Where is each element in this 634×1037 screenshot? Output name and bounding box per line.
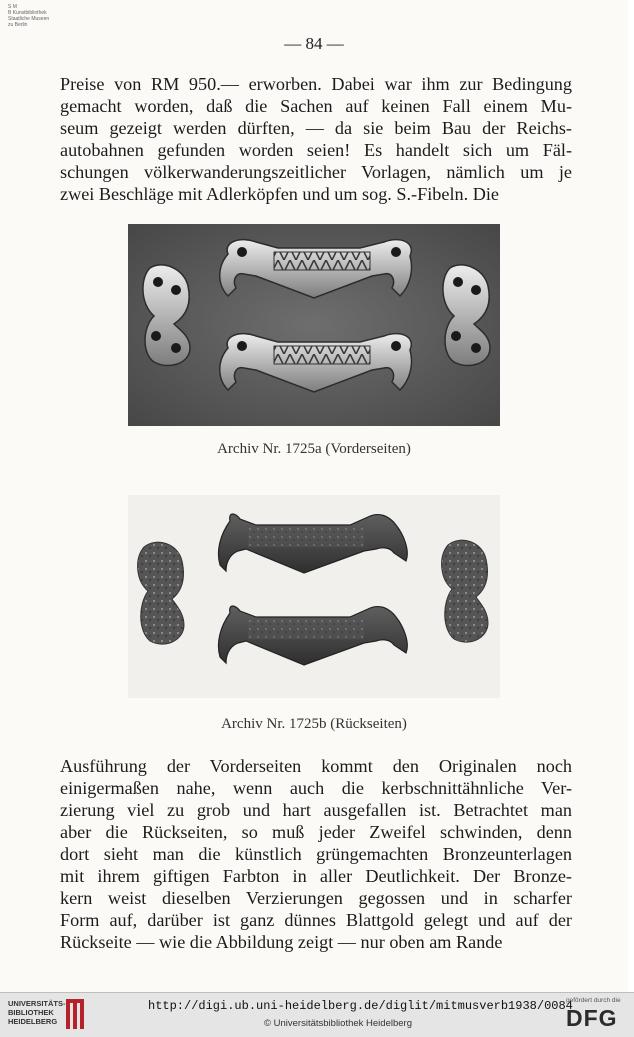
text-line: zwei Beschläge mit Adlerköpfen und um sog. S.-Fibeln. Die (60, 184, 499, 204)
photo-back-sides (128, 495, 500, 698)
photo-front-sides (128, 224, 500, 426)
text-line: gemacht worden, daß die Sachen auf keinen Fall einem Mu- (60, 96, 572, 116)
text-line: Rückseite — wie die Abbildung zeigt — nur oben am Rande (60, 932, 503, 952)
text-line: autobahnen gefunden worden seien! Es handelt sich um Fäl- (60, 140, 572, 160)
dfg-logo: DFG (566, 1005, 618, 1031)
text-line: Form auf, darüber ist ganz dünnes Blattgold gelegt und auf der (60, 910, 572, 930)
library-logo-icon (64, 997, 86, 1031)
text-line: einigermaßen nahe, wenn auch die kerbschnittähnliche Ver- (60, 778, 572, 798)
library-stamp: S M B Kunstbibliothek Staatliche Museen zu Berlin (8, 4, 50, 28)
caption-back: Archiv Nr. 1725b (Rückseiten) (221, 716, 407, 732)
text-line: dort sieht man die künstlich grüngemachten Bronzeunterlagen (60, 844, 572, 864)
paragraph-bottom (60, 755, 572, 953)
text-line: schungen völkerwanderungszeitlicher Vorlagen, nämlich um je (60, 162, 572, 182)
page-number: — 84 — (284, 34, 344, 53)
funding-note: gefördert durch die (566, 997, 621, 1004)
text-line: mit ihrem giftigen Farbton in aller Deutlichkeit. Der Bronze- (60, 866, 572, 886)
text-line: aber die Rückseiten, so muß jeder Zweifel schwinden, denn (60, 822, 572, 842)
viewer-footer (0, 992, 634, 1037)
library-logo-text: UNIVERSITÄTS- BIBLIOTHEK HEIDELBERG (8, 999, 66, 1026)
text-line: Ausführung der Vorderseiten kommt den Originalen noch (60, 756, 572, 776)
text-line: seum gezeigt werden dürften, — da sie beim Bau der Reichs- (60, 118, 572, 138)
copyright-notice: © Universitätsbibliothek Heidelberg (264, 1018, 412, 1029)
paragraph-top (60, 73, 572, 205)
brooch-photo-front (128, 224, 500, 426)
caption-front: Archiv Nr. 1725a (Vorderseiten) (217, 441, 411, 457)
permalink-url[interactable]: http://digi.ub.uni-heidelberg.de/diglit/mitmusverb1938/0084 (148, 999, 573, 1013)
text-line: zierung viel zu grob und hart ausgefallen ist. Betrachtet man (60, 800, 572, 820)
brooch-photo-back (128, 495, 500, 698)
text-line: kern weist dieselben Verzierungen gegossen und in scharfer (60, 888, 572, 908)
text-line: Preise von RM 950.— erworben. Dabei war ihm zur Bedingung (60, 74, 572, 94)
